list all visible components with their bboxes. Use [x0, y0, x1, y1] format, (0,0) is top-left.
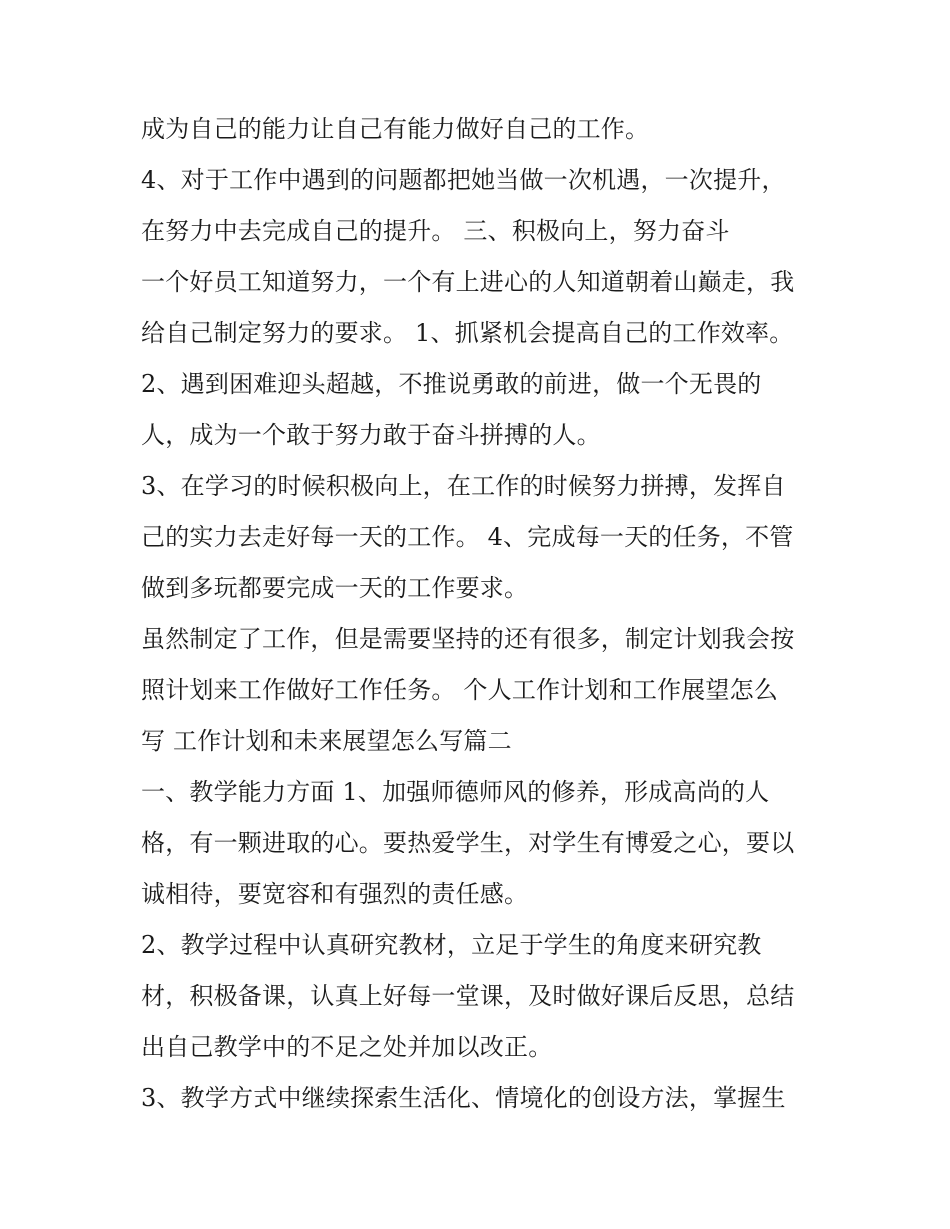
text-line: 一个好员工知道努力，一个有上进心的人知道朝着山巅走，我 [141, 268, 795, 296]
text-line: 给自己制定努力的要求。 1、抓紧机会提高自己的工作效率。 [141, 319, 794, 347]
text-line: 诚相待，要宽容和有强烈的责任感。 [141, 880, 529, 908]
text-line: 一、教学能力方面 1、加强师德师风的修养，形成高尚的人 [141, 778, 770, 806]
text-line: 人，成为一个敢于努力敢于奋斗拼搏的人。 [141, 421, 601, 449]
text-line: 写 工作计划和未来展望怎么写篇二 [141, 727, 512, 755]
text-line: 格，有一颗进取的心。要热爱学生，对学生有博爱之心，要以 [141, 829, 795, 857]
text-line: 做到多玩都要完成一天的工作要求。 [141, 574, 529, 602]
text-line: 3、教学方式中继续探索生活化、情境化的创设方法，掌握生 [141, 1084, 786, 1112]
text-line: 出自己教学中的不足之处并加以改正。 [141, 1033, 553, 1061]
text-line: 3、在学习的时候积极向上，在工作的时候努力拼搏，发挥自 [141, 472, 786, 500]
text-line: 成为自己的能力让自己有能力做好自己的工作。 [141, 115, 650, 143]
text-line: 2、教学过程中认真研究教材，立足于学生的角度来研究教 [141, 931, 762, 959]
text-line: 照计划来工作做好工作任务。 个人工作计划和工作展望怎么 [141, 676, 779, 704]
text-line: 在努力中去完成自己的提升。 三、积极向上，努力奋斗 [141, 217, 730, 245]
text-line: 虽然制定了工作，但是需要坚持的还有很多，制定计划我会按 [141, 625, 795, 653]
text-line: 己的实力去走好每一天的工作。 4、完成每一天的任务，不管 [141, 523, 794, 551]
text-line: 4、对于工作中遇到的问题都把她当做一次机遇，一次提升， [141, 166, 786, 194]
text-line: 材，积极备课，认真上好每一堂课，及时做好课后反思，总结 [141, 982, 795, 1010]
text-line: 2、遇到困难迎头超越，不推说勇敢的前进，做一个无畏的 [141, 370, 762, 398]
document-body [141, 104, 831, 1124]
